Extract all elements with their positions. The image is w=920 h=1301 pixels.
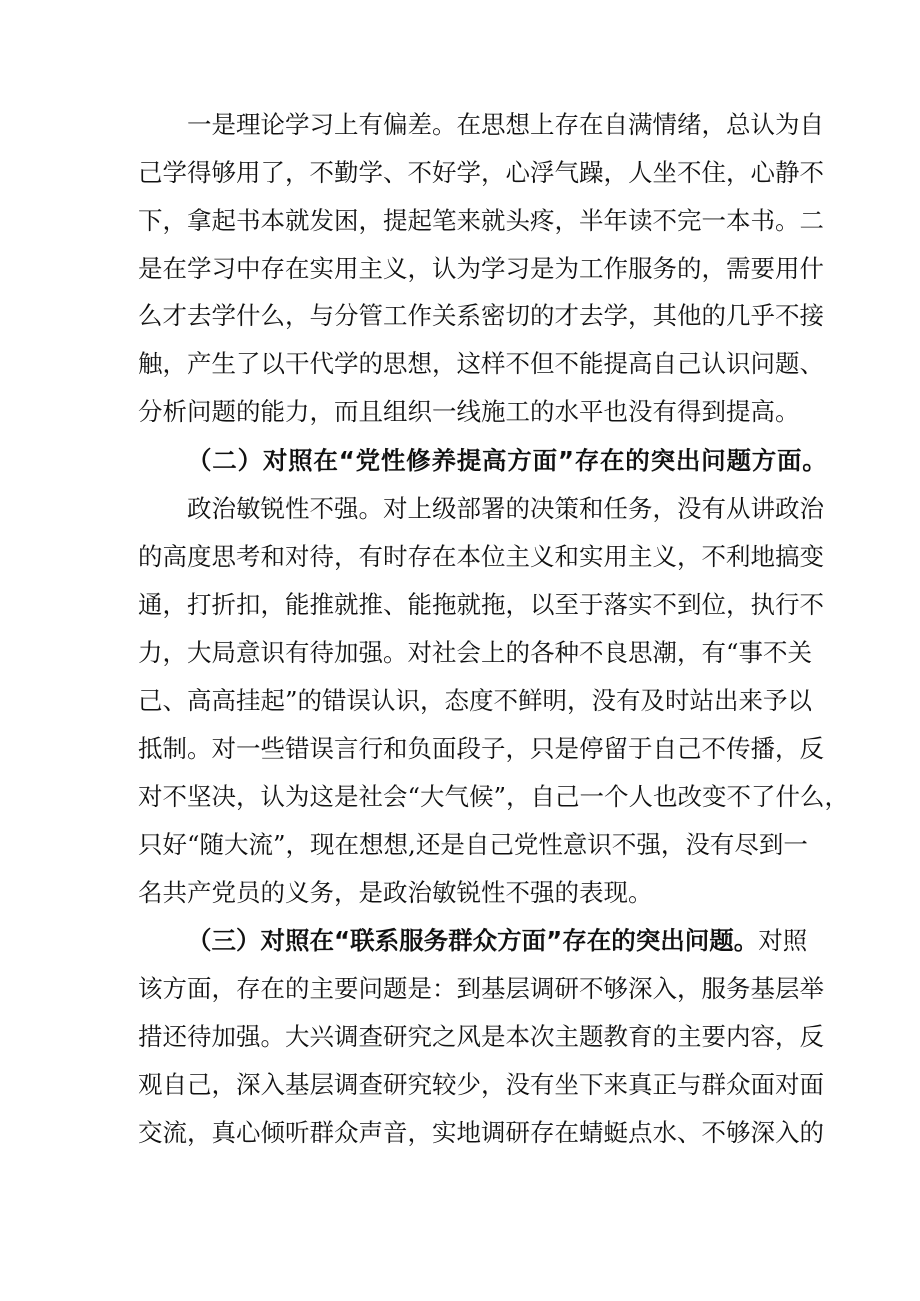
paragraph-2-line-6: 抵制。对一些错误言行和负面段子，只是停留于自己不传播，反 — [138, 734, 824, 763]
paragraph-3-line-1: 该方面，存在的主要问题是：到基层调研不够深入，服务基层举 — [138, 974, 824, 1003]
paragraph-1-line-5: 么才去学什么，与分管工作关系密切的才去学，其他的几乎不接 — [138, 301, 824, 330]
section-heading-3-line — [187, 917, 808, 965]
paragraph-2-line-4: 力，大局意识有待加强。对社会上的各种不良思潮，有“事不关 — [138, 638, 813, 667]
paragraph-2-line-9: 名共产党员的义务，是政治敏锐性不强的表现。 — [138, 878, 653, 907]
paragraph-2-line-5: 己、高高挂起”的错误认识，态度不鲜明，没有及时站出来予以 — [138, 686, 813, 715]
paragraph-2-line-3: 通，打折扣，能推就推、能拖就拖，以至于落实不到位，执行不 — [138, 590, 824, 619]
section-heading-2: （二）对照在“党性修养提高方面”存在的突出问题方面。 — [187, 446, 827, 475]
paragraph-3-line-2: 措还待加强。大兴调查研究之风是本次主题教育的主要内容，反 — [138, 1022, 824, 1051]
paragraph-3-line-4: 交流，真心倾听群众声音，实地调研存在蜻蜓点水、不够深入的 — [138, 1118, 824, 1147]
section-heading-3-continuation: 对照 — [758, 926, 808, 955]
paragraph-1-line-3: 下，拿起书本就发困，提起笔来就头疼，半年读不完一本书。二 — [138, 206, 824, 235]
section-heading-3: （三）对照在“联系服务群众方面”存在的突出问题。 — [187, 926, 759, 955]
paragraph-1-line-1: 一是理论学习上有偏差。在思想上存在自满情绪，总认为自 — [187, 110, 824, 139]
paragraph-1-line-4: 是在学习中存在实用主义，认为学习是为工作服务的，需要用什 — [138, 254, 824, 283]
paragraph-3-line-3: 观自己，深入基层调查研究较少，没有坐下来真正与群众面对面 — [138, 1070, 824, 1099]
paragraph-2-line-1: 政治敏锐性不强。对上级部署的决策和任务，没有从讲政治 — [187, 494, 824, 523]
paragraph-1-line-2: 己学得够用了，不勤学、不好学，心浮气躁，人坐不住，心静不 — [138, 158, 824, 187]
paragraph-1-line-7: 分析问题的能力，而且组织一线施工的水平也没有得到提高。 — [138, 397, 800, 426]
paragraph-2-line-7: 对不坚决，认为这是社会“大气候”，自己一个人也改变不了什么， — [138, 782, 850, 811]
paragraph-1-line-6: 触，产生了以干代学的思想，这样不但不能提高自己认识问题、 — [138, 349, 824, 378]
paragraph-2-line-2: 的高度思考和对待，有时存在本位主义和实用主义，不利地搞变 — [138, 542, 824, 571]
paragraph-2-line-8: 只好“随大流”，现在想想,还是自己党性意识不强，没有尽到一 — [138, 830, 808, 859]
